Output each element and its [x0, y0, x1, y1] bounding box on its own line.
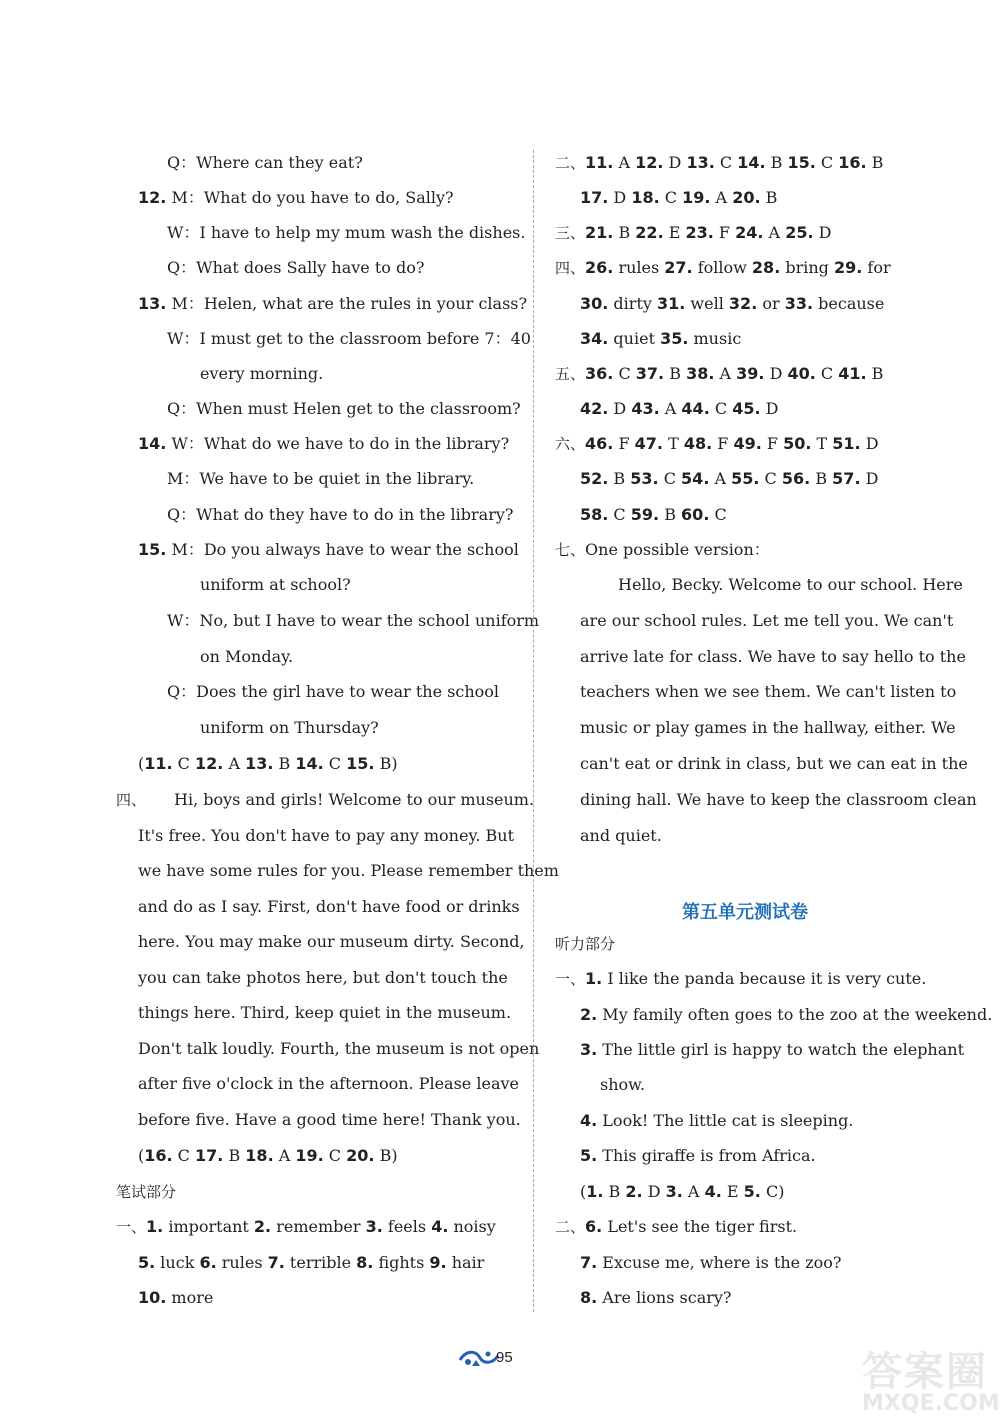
passage-line: things here. Third, keep quiet in the museum.	[138, 1003, 512, 1022]
answers-row-2a: 二、11. A 12. D 13. C 14. B 15. C 16. B	[555, 153, 884, 172]
item-15-w2: on Monday.	[200, 647, 294, 666]
vocab-row-2: 5. luck 6. rules 7. terrible 8. fights 9. hair	[138, 1253, 485, 1272]
item-13-m: 13. M：Helen, what are the rules in your class?	[138, 294, 528, 313]
item-15-w1: W：No, but I have to wear the school uniform	[167, 611, 540, 630]
listening-line-7: 7. Excuse me, where is the zoo?	[580, 1253, 842, 1272]
essay-line: can't eat or drink in class, but we can eat in the	[580, 754, 968, 773]
passage-line: It's free. You don't have to pay any money. But	[138, 826, 515, 845]
section-four-label: 四、	[116, 791, 147, 809]
listening-line-3b: show.	[600, 1075, 646, 1094]
answers-16-20: (16. C 17. B 18. A 19. C 20. B)	[138, 1146, 398, 1165]
item-12-m: 12. M：What do you have to do, Sally?	[138, 188, 454, 207]
essay-line: teachers when we see them. We can't listen to	[580, 682, 957, 701]
passage-line: we have some rules for you. Please remember them	[138, 861, 559, 880]
question-line: Q：Where can they eat?	[167, 153, 363, 172]
listening-line-3: 3. The little girl is happy to watch the elephant	[580, 1040, 965, 1059]
answers-row-6a: 六、46. F 47. T 48. F 49. F 50. T 51. D	[555, 434, 879, 453]
vocab-row-3: 10. more	[138, 1288, 214, 1307]
essay-line: arrive late for class. We have to say hello to the	[580, 647, 966, 666]
item-13-w1: W：I must get to the classroom before 7：40	[167, 329, 531, 348]
answers-row-5a: 五、36. C 37. B 38. A 39. D 40. C 41. B	[555, 364, 884, 383]
item-15-q1: Q：Does the girl have to wear the school	[167, 682, 500, 701]
vocab-row-1: 一、1. important 2. remember 3. feels 4. noisy	[116, 1217, 496, 1236]
item-14-q: Q：What do they have to do in the library?	[167, 505, 514, 524]
answers-row-6b: 52. B 53. C 54. A 55. C 56. B 57. D	[580, 469, 879, 488]
column-divider	[533, 150, 534, 1312]
item-15-m2: uniform at school?	[200, 575, 351, 594]
answers-row-4c: 34. quiet 35. music	[580, 329, 742, 348]
item-14-w: 14. W：What do we have to do in the library?	[138, 434, 510, 453]
answers-row-6c: 58. C 59. B 60. C	[580, 505, 727, 524]
item-12-q: Q：What does Sally have to do?	[167, 258, 425, 277]
item-15-m1: 15. M：Do you always have to wear the school	[138, 540, 519, 559]
listening-line-4: 4. Look! The little cat is sleeping.	[580, 1111, 854, 1130]
page-ornament-icon	[458, 1346, 500, 1370]
listening-line-5: 5. This giraffe is from Africa.	[580, 1146, 816, 1165]
listening-line-2: 2. My family often goes to the zoo at the weekend.	[580, 1005, 993, 1024]
essay-line: and quiet.	[580, 826, 662, 845]
listening-part-heading: 听力部分	[555, 935, 616, 953]
passage-line: after five o'clock in the afternoon. Please leave	[138, 1074, 519, 1093]
written-part-heading: 笔试部分	[116, 1183, 177, 1201]
item-12-w: W：I have to help my mum wash the dishes.	[167, 223, 526, 242]
page-number: 95	[496, 1349, 513, 1366]
watermark-logo: 答案圈 MXQE.COM	[862, 1349, 1000, 1416]
item-15-q2: uniform on Thursday?	[200, 718, 379, 737]
passage-line: and do as I say. First, don't have food or drinks	[138, 897, 520, 916]
passage-line: here. You may make our museum dirty. Second,	[138, 932, 525, 951]
passage-line: you can take photos here, but don't touch the	[138, 968, 508, 987]
essay-line: music or play games in the hallway, either. We	[580, 718, 956, 737]
passage-line: Hi, boys and girls! Welcome to our museum.	[174, 790, 535, 809]
item-13-q: Q：When must Helen get to the classroom?	[167, 399, 521, 418]
answers-1-5: (1. B 2. D 3. A 4. E 5. C)	[580, 1182, 785, 1201]
answers-row-3: 三、21. B 22. E 23. F 24. A 25. D	[555, 223, 832, 242]
listening-line-1: 一、1. I like the panda because it is very cute.	[555, 969, 927, 988]
listening-line-6: 二、6. Let's see the tiger first.	[555, 1217, 798, 1236]
answers-row-4a: 四、26. rules 27. follow 28. bring 29. for	[555, 258, 891, 277]
essay-line: are our school rules. Let me tell you. We can't	[580, 611, 954, 630]
item-13-w2: every morning.	[200, 364, 324, 383]
item-14-m: M：We have to be quiet in the library.	[167, 469, 475, 488]
answers-row-2b: 17. D 18. C 19. A 20. B	[580, 188, 778, 207]
answers-row-5b: 42. D 43. A 44. C 45. D	[580, 399, 779, 418]
answers-11-15: (11. C 12. A 13. B 14. C 15. B)	[138, 754, 398, 773]
essay-line: Hello, Becky. Welcome to our school. Here	[618, 575, 963, 594]
unit-title: 第五单元测试卷	[682, 902, 808, 923]
section-seven-intro: 七、One possible version：	[555, 540, 770, 559]
listening-line-8: 8. Are lions scary?	[580, 1288, 732, 1307]
answers-row-4b: 30. dirty 31. well 32. or 33. because	[580, 294, 885, 313]
passage-line: before five. Have a good time here! Thank you.	[138, 1110, 521, 1129]
passage-line: Don't talk loudly. Fourth, the museum is not open	[138, 1039, 540, 1058]
essay-line: dining hall. We have to keep the classroom clean	[580, 790, 977, 809]
